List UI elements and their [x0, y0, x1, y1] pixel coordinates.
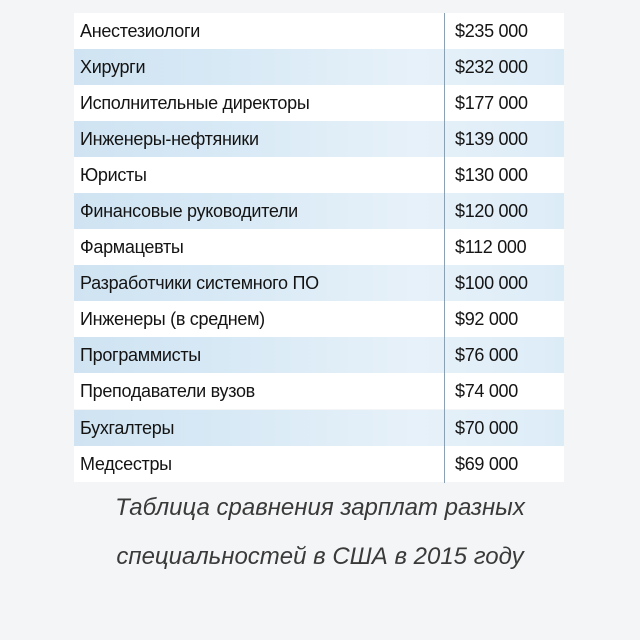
table-row — [74, 229, 564, 265]
table-row — [74, 410, 564, 446]
profession-label: Анестезиологи — [80, 21, 200, 41]
table-row — [74, 265, 564, 301]
salary-value: $70 000 — [455, 418, 518, 438]
profession-label: Бухгалтеры — [80, 418, 175, 438]
profession-label: Преподаватели вузов — [80, 381, 255, 401]
profession-label: Финансовые руководители — [80, 201, 298, 221]
salary-value: $232 000 — [455, 57, 528, 77]
salary-value: $120 000 — [455, 201, 528, 221]
table-row — [74, 301, 564, 337]
profession-label: Разработчики системного ПО — [80, 273, 319, 293]
salary-value: $139 000 — [455, 129, 528, 149]
salary-value: $74 000 — [455, 381, 518, 401]
table-row — [74, 49, 564, 85]
table-row — [74, 193, 564, 229]
profession-label: Исполнительные директоры — [80, 93, 310, 113]
salary-value: $92 000 — [455, 309, 518, 329]
salary-value: $76 000 — [455, 345, 518, 365]
caption-line-1: Таблица сравнения зарплат разных — [115, 494, 525, 521]
profession-label: Медсестры — [80, 454, 172, 474]
table-row — [74, 337, 564, 373]
caption-line-2: специальностей в США в 2015 году — [116, 543, 524, 570]
table-row — [74, 121, 564, 157]
salary-value: $235 000 — [455, 21, 528, 41]
table-row — [74, 13, 564, 49]
salary-value: $112 000 — [455, 237, 527, 257]
salary-value: $177 000 — [455, 93, 528, 113]
table-row — [74, 446, 564, 482]
profession-label: Программисты — [80, 345, 201, 365]
salary-value: $69 000 — [455, 454, 518, 474]
salary-value: $100 000 — [455, 273, 528, 293]
table-row — [74, 157, 564, 193]
table-row — [74, 85, 564, 121]
profession-label: Юристы — [80, 165, 147, 185]
profession-label: Инженеры-нефтяники — [80, 129, 259, 149]
column-divider — [444, 13, 445, 483]
table-row — [74, 373, 564, 409]
profession-label: Хирурги — [80, 57, 146, 77]
profession-label: Инженеры (в среднем) — [80, 309, 265, 329]
salary-value: $130 000 — [455, 165, 528, 185]
salary-table — [74, 13, 564, 483]
profession-label: Фармацевты — [80, 237, 184, 257]
